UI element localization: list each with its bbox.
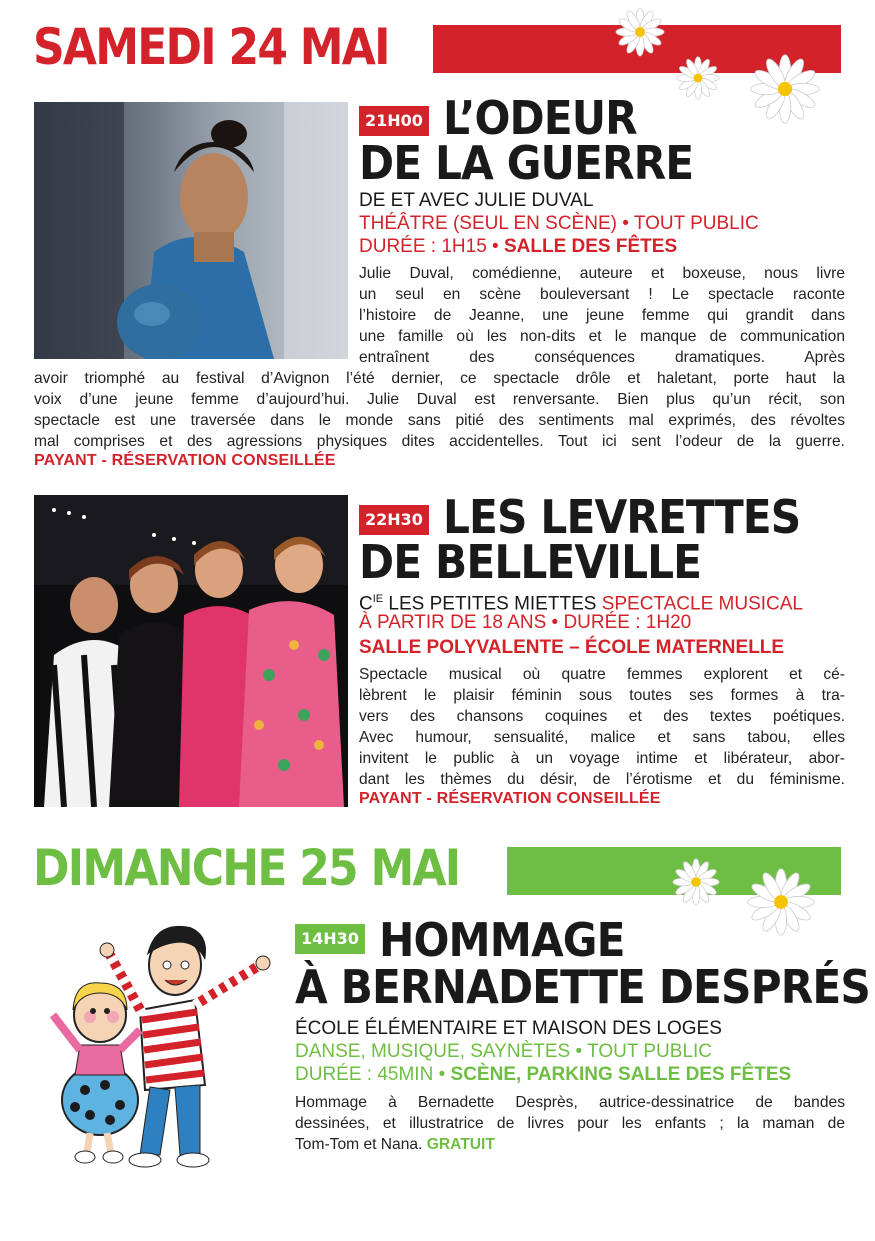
event-desc-line: Julie Duval, comédienne, auteure et boxeuse, nous livre	[359, 265, 845, 282]
event-pricing: PAYANT - RÉSERVATION CONSEILLÉE	[359, 790, 661, 807]
event-title-line1: HOMMAGE	[379, 913, 625, 967]
event-genre: DANSE, MUSIQUE, SAYNÈTES • TOUT PUBLIC	[295, 1041, 713, 1062]
event-company: LES PETITES MIETTES	[383, 593, 602, 615]
event-desc-line: Avec humour, sensualité, malice et sans tabou, elles	[359, 729, 845, 746]
event-location: ÉCOLE ÉLÉMENTAIRE ET MAISON DES LOGES	[295, 1018, 722, 1039]
daisy-icon	[675, 55, 721, 101]
company-sup: IE	[372, 593, 384, 605]
event-desc-line: Hommage à Bernadette Desprès, autrice-dessinatrice de bandes	[295, 1094, 845, 1111]
event-desc-line: vers des chansons coquines et des textes poétiques.	[359, 708, 845, 725]
event-desc-line: entraînent des conséquences dramatiques. Après	[359, 349, 845, 366]
event-desc-line: un seul en scène bouleversant ! Le spectacle raconte	[359, 286, 845, 303]
event-desc-line: une famille où les non-dits et le manque de communication	[359, 328, 845, 345]
event-title-line2: DE BELLEVILLE	[359, 535, 702, 589]
event-title-line1: L’ODEUR	[443, 91, 638, 145]
event-time-badge: 21H00	[359, 106, 429, 136]
daisy-icon	[748, 52, 822, 126]
event-photo-boxer	[34, 102, 348, 359]
company-prefix: C	[359, 593, 373, 615]
event-desc-line: mal comprises et des agressions physiques dites accidentelles. Tout ici sent l’odeur de la guerre.	[34, 433, 845, 450]
event-age-duration: À PARTIR DE 18 ANS • DURÉE : 1H20	[359, 612, 692, 633]
event-venue: SALLE POLYVALENTE – ÉCOLE MATERNELLE	[359, 637, 785, 658]
event-duration: DURÉE : 45MIN •	[295, 1064, 446, 1085]
event-desc-line: l’histoire de Jeanne, une jeune femme qui grandit dans	[359, 307, 845, 324]
event-desc-line: Tom-Tom et Nana.	[295, 1136, 427, 1153]
event-time-badge: 22H30	[359, 505, 429, 535]
event-desc-line: Spectacle musical où quatre femmes explorent et cé-	[359, 666, 845, 683]
day-heading-saturday: SAMEDI 24 MAI	[33, 18, 389, 76]
event-venue: SALLE DES FÊTES	[503, 236, 678, 257]
event-venue: SCÈNE, PARKING SALLE DES FÊTES	[450, 1064, 792, 1085]
event-desc-line: dant les thèmes du désir, de l’érotisme et du féminisme.	[359, 771, 845, 788]
illustration-tomtom-nana	[45, 915, 275, 1175]
event-title-line2: DE LA GUERRE	[359, 136, 694, 190]
event-desc-line: dessinées, et illustratrice de livres pour les enfants ; la maman de	[295, 1115, 845, 1132]
event-title-line1: LES LEVRETTES	[443, 490, 801, 544]
event-desc-line: invitent le public à un voyage intime et libérateur, abor-	[359, 750, 845, 767]
daisy-icon	[671, 857, 721, 907]
event-time-badge: 14H30	[295, 924, 365, 954]
event-genre: THÉÂTRE (SEUL EN SCÈNE) • TOUT PUBLIC	[359, 213, 759, 234]
event-duration: DURÉE : 1H15 •	[359, 236, 499, 257]
event-desc-line: voix d’une jeune femme d’aujourd’hui. Julie Duval est renversante. Bien plus qu’un récit, son	[34, 391, 845, 408]
day-heading-sunday: DIMANCHE 25 MAI	[33, 839, 460, 897]
event-desc-line: lèbrent le plaisir féminin sous toutes ses formes à tra-	[359, 687, 845, 704]
event-credit: DE ET AVEC JULIE DUVAL	[359, 190, 594, 211]
event-pricing: PAYANT - RÉSERVATION CONSEILLÉE	[34, 452, 336, 469]
event-pricing: GRATUIT	[426, 1136, 495, 1153]
event-genre: SPECTACLE MUSICAL	[601, 593, 803, 615]
event-desc-line: spectacle est une traversée dans le monde sans pitié des sentiments mal exprimés, des révoltes	[34, 412, 845, 429]
event-desc-line: avoir triomphé au festival d’Avignon l’été dernier, ce spectacle drôle et haletant, porte haut la	[34, 370, 845, 387]
daisy-icon	[614, 6, 666, 58]
event-photo-performers	[34, 495, 348, 807]
event-title-line2: À BERNADETTE DESPRÉS	[295, 960, 870, 1014]
